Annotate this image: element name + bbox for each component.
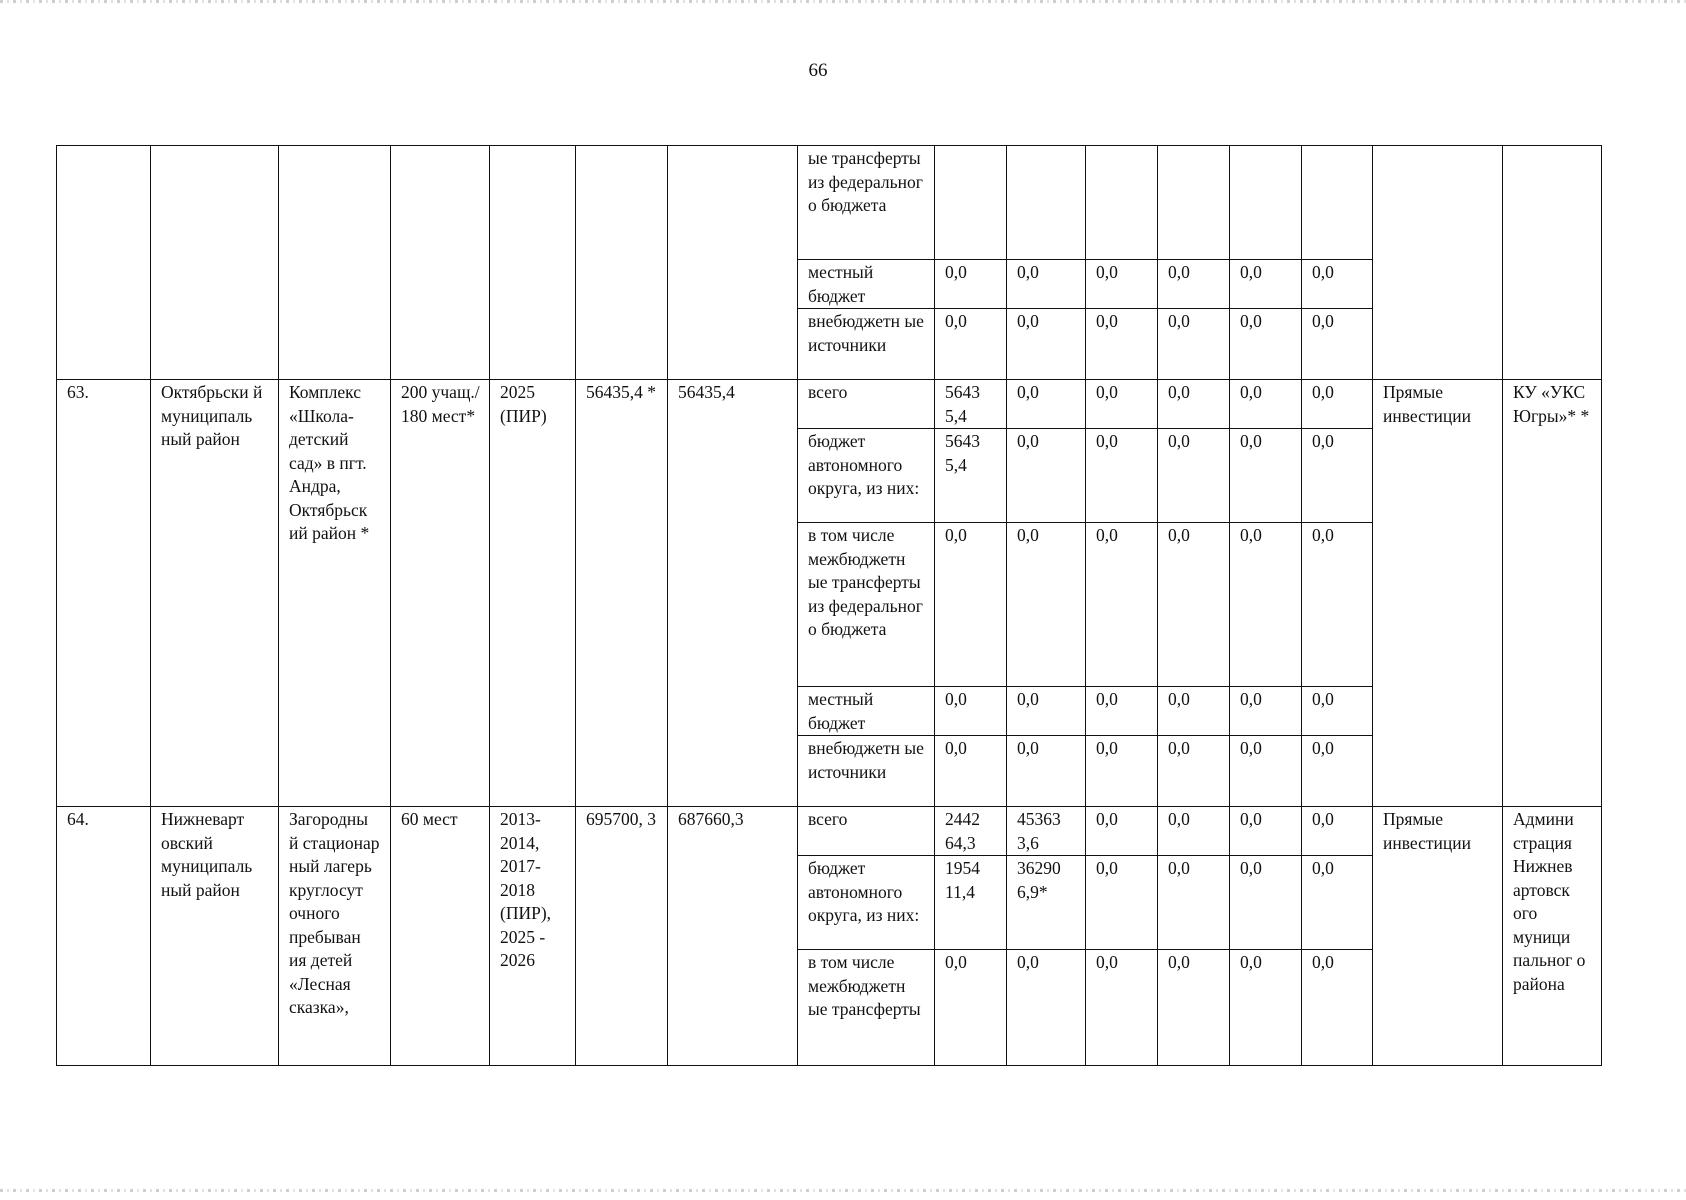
value-cell: 0,0 xyxy=(1007,523,1086,687)
value-cell: 0,0 xyxy=(1230,429,1302,523)
source-label: всего xyxy=(798,807,935,856)
cell-cost: 695700, 3 xyxy=(576,807,668,1066)
value-cell: 0,0 xyxy=(935,523,1007,687)
investment-objects-table xyxy=(56,145,1602,1066)
value-cell: 0,0 xyxy=(1302,309,1373,380)
cell-object: Комплекс «Школа-детский сад» в пгт. Андра, Октябрьск ий район * xyxy=(279,380,391,807)
value-cell: 5643 5,4 xyxy=(935,380,1007,429)
source-label: в том числе межбюджетн ые трансферты xyxy=(798,950,935,1066)
value-cell: 0,0 xyxy=(1230,309,1302,380)
value-cell: 0,0 xyxy=(1302,856,1373,950)
cell-cost-remaining: 687660,3 xyxy=(668,807,798,1066)
value-cell: 0,0 xyxy=(1007,687,1086,736)
cell-cost-remaining xyxy=(668,146,798,380)
value-cell: 0,0 xyxy=(1158,380,1230,429)
table-row xyxy=(57,146,1602,260)
cell-num: 63. xyxy=(57,380,151,807)
value-cell: 0,0 xyxy=(1302,687,1373,736)
value-cell: 0,0 xyxy=(1086,950,1158,1066)
value-cell: 0,0 xyxy=(935,950,1007,1066)
cell-capacity xyxy=(391,146,490,380)
value-cell xyxy=(1302,146,1373,260)
value-cell: 2442 64,3 xyxy=(935,807,1007,856)
value-cell: 0,0 xyxy=(1158,309,1230,380)
value-cell xyxy=(1086,146,1158,260)
value-cell: 0,0 xyxy=(1302,260,1373,309)
cell-mechanism xyxy=(1373,146,1503,380)
value-cell: 0,0 xyxy=(1302,807,1373,856)
cell-executor xyxy=(1503,146,1602,380)
source-label: в том числе межбюджетн ые трансферты из федеральног о бюджета xyxy=(798,523,935,687)
value-cell: 0,0 xyxy=(1230,736,1302,807)
value-cell: 0,0 xyxy=(1158,523,1230,687)
cell-years: 2013- 2014, 2017- 2018 (ПИР), 2025 - 2026 xyxy=(490,807,576,1066)
value-cell: 0,0 xyxy=(1230,687,1302,736)
cell-capacity: 60 мест xyxy=(391,807,490,1066)
value-cell: 0,0 xyxy=(1230,950,1302,1066)
value-cell: 0,0 xyxy=(1007,380,1086,429)
value-cell: 0,0 xyxy=(1230,856,1302,950)
value-cell: 0,0 xyxy=(1086,429,1158,523)
value-cell: 0,0 xyxy=(1230,523,1302,687)
value-cell: 0,0 xyxy=(1302,736,1373,807)
value-cell: 0,0 xyxy=(1086,687,1158,736)
value-cell: 0,0 xyxy=(1302,429,1373,523)
value-cell: 0,0 xyxy=(1302,523,1373,687)
value-cell: 5643 5,4 xyxy=(935,429,1007,523)
value-cell: 0,0 xyxy=(1302,950,1373,1066)
value-cell: 0,0 xyxy=(1086,380,1158,429)
source-label: местный бюджет xyxy=(798,687,935,736)
value-cell: 0,0 xyxy=(1086,523,1158,687)
value-cell: 36290 6,9* xyxy=(1007,856,1086,950)
source-label: всего xyxy=(798,380,935,429)
source-label: местный бюджет xyxy=(798,260,935,309)
value-cell: 0,0 xyxy=(1007,309,1086,380)
source-label: внебюджетн ые источники xyxy=(798,736,935,807)
cell-mechanism: Прямые инвестиции xyxy=(1373,807,1503,1066)
value-cell: 0,0 xyxy=(935,309,1007,380)
source-label: ые трансферты из федеральног о бюджета xyxy=(798,146,935,260)
value-cell: 0,0 xyxy=(1007,950,1086,1066)
cell-object xyxy=(279,146,391,380)
value-cell: 0,0 xyxy=(935,260,1007,309)
value-cell: 0,0 xyxy=(1158,429,1230,523)
value-cell: 0,0 xyxy=(1230,807,1302,856)
value-cell: 0,0 xyxy=(1007,260,1086,309)
value-cell: 0,0 xyxy=(1086,736,1158,807)
page-number: 66 xyxy=(808,60,828,81)
table-row xyxy=(57,807,1602,856)
value-cell xyxy=(1230,146,1302,260)
value-cell: 0,0 xyxy=(1086,260,1158,309)
scan-edge-bottom xyxy=(0,1189,1686,1192)
source-label: бюджет автономного округа, из них: xyxy=(798,429,935,523)
value-cell: 0,0 xyxy=(1007,736,1086,807)
cell-cost: 56435,4 * xyxy=(576,380,668,807)
cell-years xyxy=(490,146,576,380)
value-cell: 0,0 xyxy=(1158,736,1230,807)
value-cell: 0,0 xyxy=(1302,380,1373,429)
cell-years: 2025 (ПИР) xyxy=(490,380,576,807)
source-label: внебюджетн ые источники xyxy=(798,309,935,380)
scan-edge-top xyxy=(0,0,1686,3)
cell-district: Нижневарт овский муниципаль ный район xyxy=(151,807,279,1066)
value-cell: 0,0 xyxy=(1158,260,1230,309)
value-cell xyxy=(1158,146,1230,260)
value-cell xyxy=(1007,146,1086,260)
value-cell: 0,0 xyxy=(935,687,1007,736)
cell-executor: Админи страция Нижнев артовск ого муници пальног о района xyxy=(1503,807,1602,1066)
cell-executor: КУ «УКС Югры»* * xyxy=(1503,380,1602,807)
cell-cost-remaining: 56435,4 xyxy=(668,380,798,807)
cell-object: Загородны й стационар ный лагерь круглосут очного пребыван ия детей «Лесная сказка», xyxy=(279,807,391,1066)
value-cell: 0,0 xyxy=(1086,807,1158,856)
value-cell: 0,0 xyxy=(1086,856,1158,950)
cell-num: 64. xyxy=(57,807,151,1066)
value-cell: 0,0 xyxy=(1230,380,1302,429)
value-cell: 0,0 xyxy=(1158,807,1230,856)
value-cell: 0,0 xyxy=(935,736,1007,807)
value-cell: 0,0 xyxy=(1158,856,1230,950)
value-cell: 0,0 xyxy=(1086,309,1158,380)
cell-num xyxy=(57,146,151,380)
value-cell: 0,0 xyxy=(1158,687,1230,736)
value-cell: 0,0 xyxy=(1230,260,1302,309)
cell-cost xyxy=(576,146,668,380)
value-cell: 0,0 xyxy=(1007,429,1086,523)
cell-capacity: 200 учащ./ 180 мест* xyxy=(391,380,490,807)
value-cell: 1954 11,4 xyxy=(935,856,1007,950)
value-cell: 0,0 xyxy=(1158,950,1230,1066)
table-row xyxy=(57,380,1602,429)
value-cell: 45363 3,6 xyxy=(1007,807,1086,856)
value-cell xyxy=(935,146,1007,260)
source-label: бюджет автономного округа, из них: xyxy=(798,856,935,950)
cell-district: Октябрьски й муниципаль ный район xyxy=(151,380,279,807)
cell-mechanism: Прямые инвестиции xyxy=(1373,380,1503,807)
cell-district xyxy=(151,146,279,380)
